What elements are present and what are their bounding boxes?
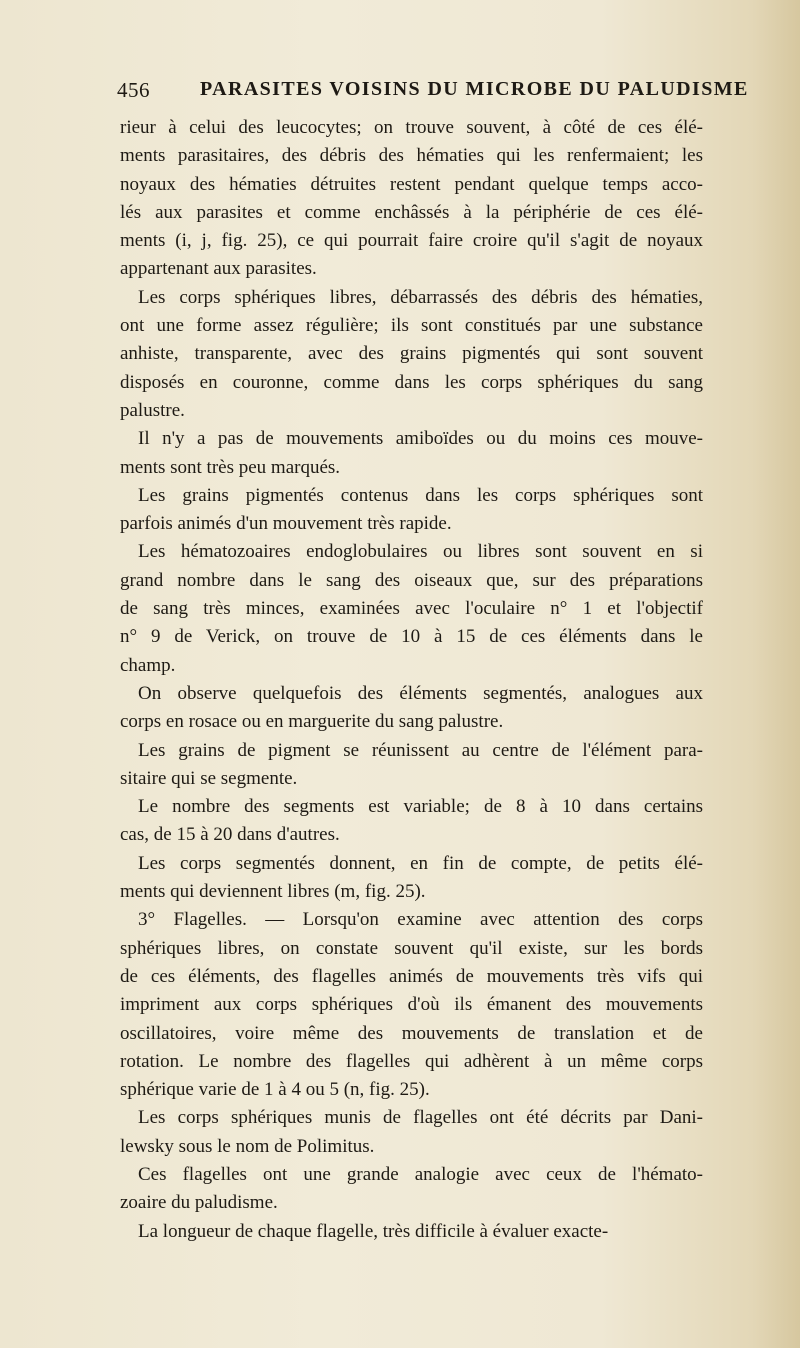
text-line: Ces flagelles ont une grande analogie avec ceux de l'hémato- [138,1163,703,1185]
paragraph [120,680,703,737]
paragraph [120,793,703,850]
text-line: impriment aux corps sphériques d'où ils émanent des mouvements [120,994,703,1016]
text-line: de sang très minces, examinées avec l'oculaire n° 1 et l'objectif [120,598,703,620]
paragraph [120,284,703,425]
text-line: Les corps sphériques libres, débarrassés des débris des hématies, [138,286,703,308]
text-line: 3° Flagelles. — Lorsqu'on examine avec attention des corps [138,909,703,931]
text-line: sphérique varie de 1 à 4 ou 5 (n, fig. 25). [120,1079,430,1101]
text-line: Il n'y a pas de mouvements amiboïdes ou du moins ces mouve- [138,428,703,450]
text-line: Le nombre des segments est variable; de 8 à 10 dans certains [138,796,703,818]
paragraph [120,1161,703,1218]
body-text [120,114,703,1246]
text-line: champ. [120,654,176,676]
text-line: palustre. [120,399,185,421]
paragraph [120,482,703,539]
text-line: rotation. Le nombre des flagelles qui adhèrent à un même corps [120,1050,703,1072]
text-line: lés aux parasites et comme enchâssés à la périphérie de ces élé- [120,201,703,223]
paragraph [120,906,703,1104]
text-line: Les grains pigmentés contenus dans les corps sphériques sont [138,484,703,506]
text-line: ments parasitaires, des débris des hématies qui les renfermaient; les [120,145,703,167]
text-line: anhiste, transparente, avec des grains pigmentés qui sont souvent [120,343,703,365]
text-line: sphériques libres, on constate souvent qu'il existe, sur les bords [120,937,703,959]
text-line: disposés en couronne, comme dans les corps sphériques du sang [120,371,703,393]
text-line: On observe quelquefois des éléments segmentés, analogues aux [138,682,703,704]
text-line: cas, de 15 à 20 dans d'autres. [120,824,340,846]
text-line: noyaux des hématies détruites restent pendant quelque temps acco- [120,173,703,195]
page-header [0,78,800,108]
running-title: PARASITES VOISINS DU MICROBE DU PALUDISME [200,78,749,100]
text-line: sitaire qui se segmente. [120,767,298,789]
text-line: Les hématozoaires endoglobulaires ou libres sont souvent en si [138,541,703,563]
paragraph [120,425,703,482]
paragraph [120,538,703,679]
text-line: grand nombre dans le sang des oiseaux que, sur des préparations [120,569,703,591]
text-line: appartenant aux parasites. [120,258,317,280]
text-line: lewsky sous le nom de Polimitus. [120,1135,375,1157]
text-line: ments (i, j, fig. 25), ce qui pourrait faire croire qu'il s'agit de noyaux [120,230,703,252]
paragraph [120,1104,703,1161]
text-line: Les grains de pigment se réunissent au centre de l'élément para- [138,739,703,761]
text-line: ments qui deviennent libres (m, fig. 25). [120,881,426,903]
paragraph [120,850,703,907]
paragraph [120,114,703,284]
text-line: n° 9 de Verick, on trouve de 10 à 15 de ces éléments dans le [120,626,703,648]
text-line: ont une forme assez régulière; ils sont constitués par une substance [120,315,703,337]
text-line: de ces éléments, des flagelles animés de mouvements très vifs qui [120,965,703,987]
text-line: Les corps sphériques munis de flagelles ont été décrits par Dani- [138,1107,703,1129]
text-line: parfois animés d'un mouvement très rapide. [120,513,452,535]
page-number: 456 [117,78,150,102]
paragraph [120,1218,703,1246]
text-line: oscillatoires, voire même des mouvements de translation et de [120,1022,703,1044]
text-line: corps en rosace ou en marguerite du sang palustre. [120,711,504,733]
text-line: Les corps segmentés donnent, en fin de compte, de petits élé- [138,852,703,874]
text-line: ments sont très peu marqués. [120,456,341,478]
text-line: zoaire du paludisme. [120,1192,278,1214]
paragraph [120,737,703,794]
text-line: rieur à celui des leucocytes; on trouve souvent, à côté de ces élé- [120,117,703,138]
text-line: La longueur de chaque flagelle, très difficile à évaluer exacte- [138,1220,609,1242]
